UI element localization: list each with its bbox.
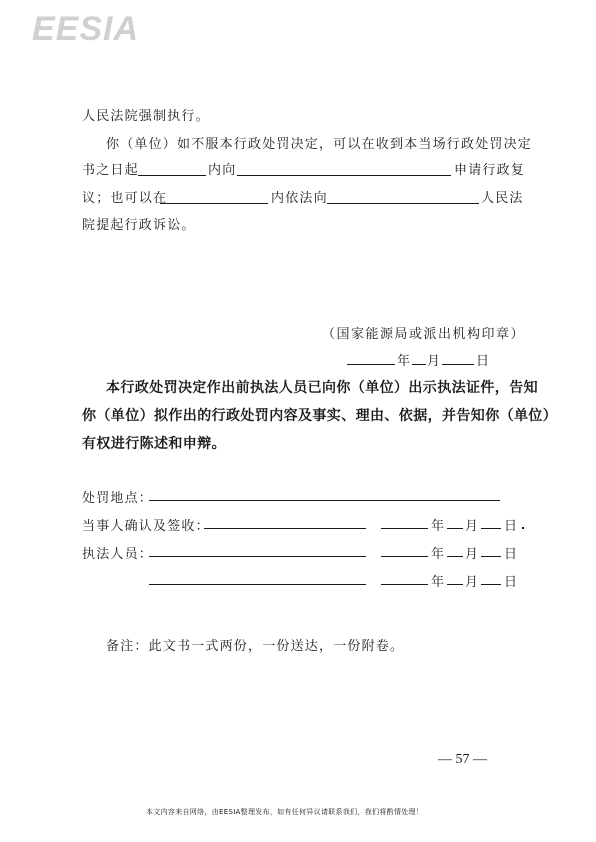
para1-line4-c: 人民法	[481, 191, 524, 206]
notice-line1: 本行政处罚决定作出前执法人员已向你（单位）出示执法证件，告知	[106, 380, 538, 396]
para1-line1: 人民法院强制执行。	[82, 109, 210, 124]
para1-line4-b: 内依法向	[271, 191, 328, 206]
para1-line2: 你（单位）如不服本行政处罚决定，可以在收到本当场行政处罚决定	[106, 137, 533, 152]
officer-1-day: 日	[504, 547, 519, 562]
officer-1-year: 年	[431, 547, 446, 562]
officer-1-day-blank[interactable]	[481, 556, 501, 557]
para1-line3-a: 书之日起	[82, 163, 139, 178]
seal-text: （国家能源局或派出机构印章）	[322, 327, 526, 342]
officer-2-month: 月	[465, 575, 480, 590]
footer-disclaimer: 本文内容来自网络，由EESIA整理发布，如有任何异议请联系我们，我们将酌情处理！	[146, 808, 424, 816]
para1-line5: 院提起行政诉讼。	[82, 218, 196, 233]
eesia-logo: EESIA	[32, 10, 140, 48]
seal-day-blank[interactable]	[442, 364, 474, 365]
officer-1-month: 月	[465, 547, 480, 562]
seal-year-blank[interactable]	[347, 364, 395, 365]
party-day-blank[interactable]	[481, 528, 501, 529]
party-day: 日	[504, 519, 519, 534]
party-month: 月	[465, 519, 480, 534]
officer-1-field[interactable]	[149, 556, 366, 557]
party-month-blank[interactable]	[447, 528, 463, 529]
blank-review-agency[interactable]	[237, 175, 451, 176]
blank-court[interactable]	[327, 203, 479, 204]
party-label: 当事人确认及签收：	[82, 519, 210, 534]
officer-2-year: 年	[431, 575, 446, 590]
para1-line3-c: 申请行政复	[454, 163, 526, 178]
notice-line3: 有权进行陈述和申辩。	[82, 436, 226, 452]
seal-month-blank[interactable]	[412, 364, 426, 365]
blank-days[interactable]	[138, 175, 206, 176]
officer-2-month-blank[interactable]	[447, 584, 463, 585]
notice-line2: 你（单位）拟作出的行政处罚内容及事实、理由、依据，并告知你（单位）	[82, 408, 558, 424]
officer-2-day-blank[interactable]	[481, 584, 501, 585]
officer-label: 执法人员：	[82, 547, 154, 562]
remark: 备注：此文书一式两份，一份送达，一份附卷。	[106, 639, 405, 654]
seal-year: 年	[397, 354, 412, 369]
party-year: 年	[431, 519, 446, 534]
page-number: — 57 —	[438, 752, 487, 767]
officer-1-month-blank[interactable]	[447, 556, 463, 557]
party-year-blank[interactable]	[381, 528, 428, 529]
blank-lawsuit-period[interactable]	[160, 203, 268, 204]
officer-2-year-blank[interactable]	[381, 584, 428, 585]
officer-2-field[interactable]	[149, 584, 366, 585]
seal-day: 日	[476, 354, 491, 369]
para1-line4-a: 议；也可以在	[82, 191, 168, 206]
party-signature-field[interactable]	[204, 528, 366, 529]
officer-2-day: 日	[504, 575, 519, 590]
trailing-dot	[522, 527, 524, 529]
seal-month: 月	[427, 354, 442, 369]
place-label: 处罚地点：	[82, 491, 154, 506]
para1-line3-b: 内向	[208, 163, 237, 178]
officer-1-year-blank[interactable]	[381, 556, 428, 557]
place-field[interactable]	[149, 500, 500, 501]
